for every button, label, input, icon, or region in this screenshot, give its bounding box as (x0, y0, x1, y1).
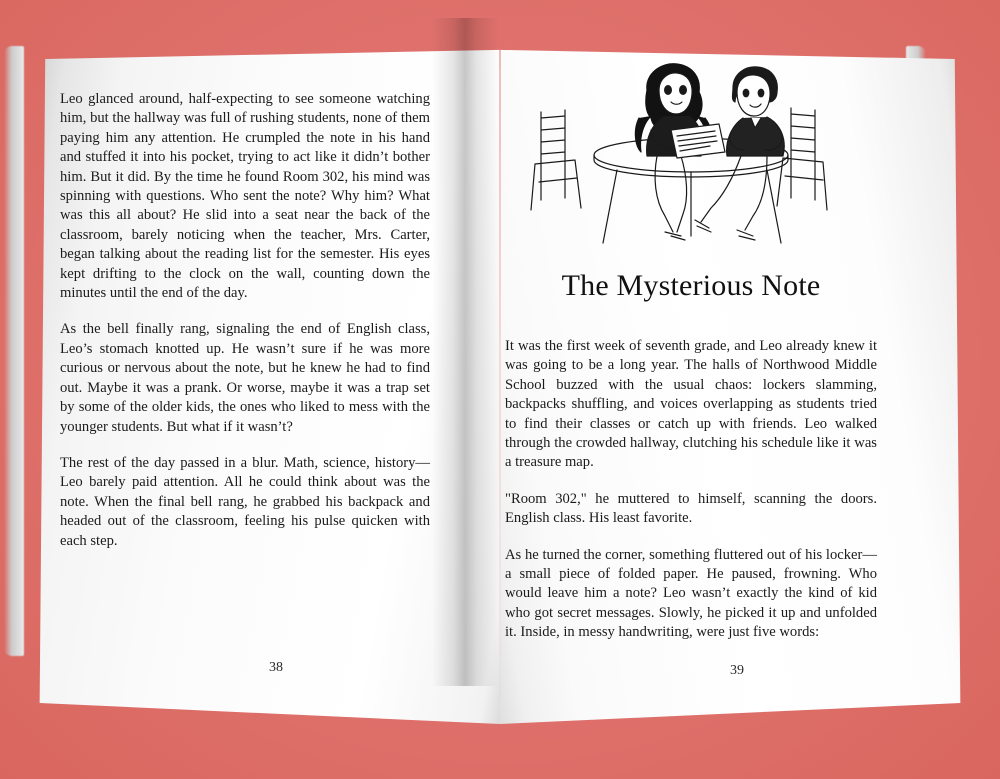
left-page-text-column (60, 90, 430, 568)
page-number-right: 39 (730, 663, 744, 678)
page-stack-left-edge (4, 46, 24, 656)
paragraph: As he turned the corner, something fluttered out of his locker— a small piece of folded paper. He paused, frowning. Who would leave him a note? Leo wasn’t exactly the kind of kid who got secret messages. Slowly, he picked it up and unfolded it. Inside, in messy handwriting, were just five words: (505, 546, 877, 641)
paragraph: Leo glanced around, half-expecting to see someone watching him, but the hallway was full of rushing students, none of them paying him any attention. He crumpled the note in his hand and stuffed it into his pocket, trying to act like it didn’t bother him. But it did. By the time he found Room 302, his mind was spinning with questions. Who sent the note? Why him? What was this all about? He slid into a seat near the back of the classroom, barely noticing when the teacher, Mrs. Carter, began talking about the reading list for the semester. His eyes kept drifting to the clock on the wall, counting down the minutes until the end of the day. (60, 91, 430, 302)
paragraph: "Room 302," he muttered to himself, scanning the doors. English class. His least favorite. (505, 490, 877, 527)
two-students-at-table-reading-note-illustration (505, 60, 877, 255)
paragraph: It was the first week of seventh grade, and Leo already knew it was going to be a long year. The halls of Northwood Middle School buzzed with the usual chaos: lockers slamming, backpacks shuffling, and voices overlapping as students tried to find their classes or catch up with friends. Leo walked through the crowded hallway, clutching his schedule like it was a treasure map. (505, 338, 877, 471)
paragraph: The rest of the day passed in a blur. Math, science, history—Leo barely paid attention. All he could think about was the note. When the final bell rang, he grabbed his backpack and headed out of the classroom, feeling his pulse quicken with each step. (60, 454, 430, 549)
page-number-left: 38 (269, 660, 283, 675)
right-page-text-column (505, 60, 877, 660)
chapter-title: The Mysterious Note (561, 269, 821, 302)
paragraph: As the bell finally rang, signaling the end of English class, Leo’s stomach knotted up. He wasn’t sure if he was more curious or nervous about the note, but he knew he had to find out. Maybe it was a prank. Or worse, maybe it was a trap set by some of the older kids, the ones who liked to mess with the younger students. But what if it wasn’t? (60, 321, 430, 435)
